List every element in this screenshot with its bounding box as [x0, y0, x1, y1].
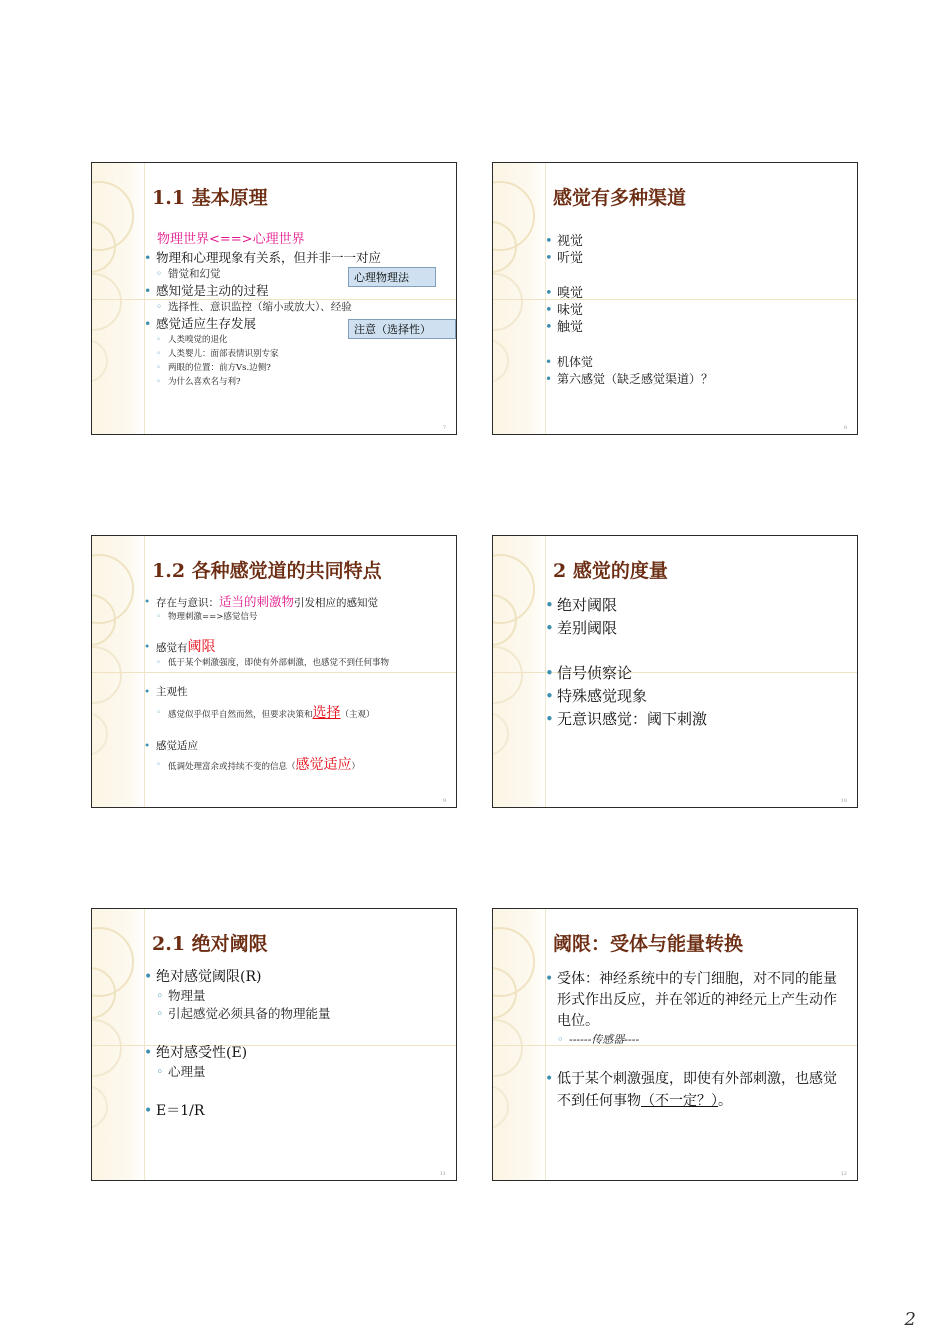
slide-title: 阈限：受体与能量转换 — [553, 933, 744, 955]
slide-number: 8 — [843, 425, 847, 431]
page-number: 2 — [904, 1309, 916, 1330]
slide-content: 物理世界<==>心理世界 • 物理和心理现象有关系，但并非一一对应 ◦ 错觉和幻觉 • 感知觉是主动的过程 ◦ 选择性、意识监控（缩小或放大）、经验 • 感觉适应生存发展 ◦ 人类嗅觉的退化 ◦ 人类婴儿：面部表情识别专家 ◦ 两眼的位置：前方Vs.边侧? ◦ 为什么喜欢名与利? — [144, 231, 448, 389]
slide-content: • 绝对阈限 • 差别阈限 • 信号侦察论 • 特殊感觉现象 • 无意识感觉：阈下刺激 — [545, 594, 849, 731]
slide-12 — [492, 908, 858, 1181]
slide-number: 12 — [840, 1171, 847, 1177]
slide-content: • 视觉 • 听觉 • 嗅觉 • 味觉 • 触觉 • 机体觉 • 第六感觉（缺乏感觉渠道）？ — [545, 233, 849, 388]
slide-number: 9 — [442, 798, 446, 804]
slide-10 — [492, 535, 858, 808]
callout-psychophysics: 心理物理法 — [348, 267, 436, 287]
slide-title: 2.1 绝对阈限 — [152, 933, 268, 955]
callout-attention: 注意（选择性） — [348, 319, 456, 339]
slide-content: • 存在与意识：适当的刺激物引发相应的感知觉 ◦ 物理刺激==>感觉信号 • 感觉有阈限 ◦ 低于某个刺激强度，即使有外部刺激，也感觉不到任何事物 • 主观性 ◦ 感觉似乎似乎自然而然，但要求决策和选择（主观） • 感觉适应 ◦ 低调处理富余或持续不变的信息（感觉适应） — [144, 594, 448, 776]
slide-content: • 受体：神经系统中的专门细胞，对不同的能量形式作出反应，并在邻近的神经元上产生动作电位。 ◦ ------传感器---- • 低于某个刺激强度，即使有外部刺激，也感觉不到任何事物（不一定？）。 — [545, 969, 845, 1112]
slide-7 — [91, 162, 457, 435]
slide-9 — [91, 535, 457, 808]
slide-title: 感觉有多种渠道 — [553, 187, 687, 209]
slide-11 — [91, 908, 457, 1181]
slide-heading: 物理世界<==>心理世界 — [157, 232, 305, 247]
slide-number: 10 — [840, 798, 847, 804]
slide-8 — [492, 162, 858, 435]
slide-title: 1.1 基本原理 — [152, 187, 268, 209]
slide-number: 11 — [439, 1171, 446, 1177]
slide-title: 1.2 各种感觉道的共同特点 — [152, 560, 382, 582]
slide-title: 2 感觉的度量 — [553, 560, 668, 582]
slide-content: • 绝对感觉阈限(R) ◦ 物理量 ◦ 引起感觉必须具备的物理能量 • 绝对感受性(E) ◦ 心理量 • E＝1/R — [144, 967, 448, 1121]
slide-number: 7 — [442, 425, 446, 431]
